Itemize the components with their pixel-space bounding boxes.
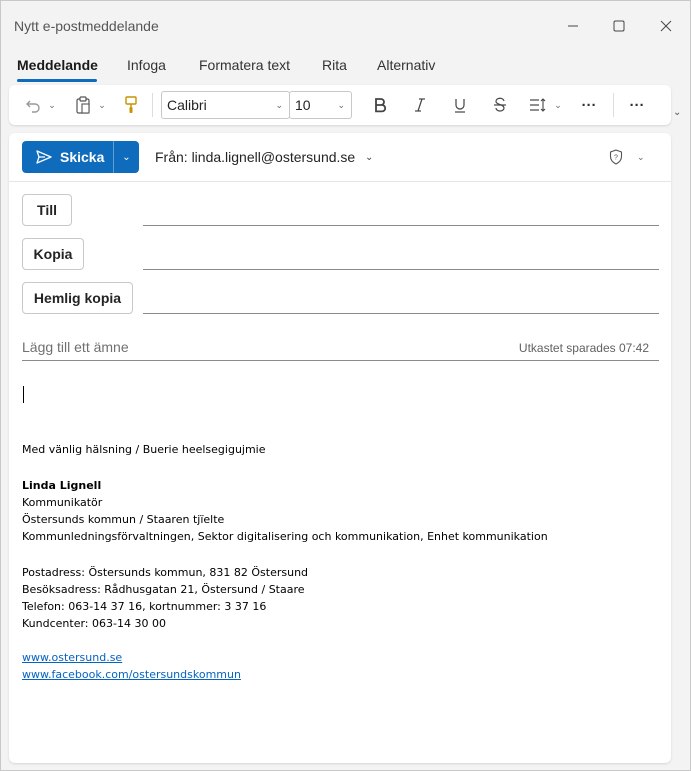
- paste-button[interactable]: [73, 93, 93, 117]
- tab-alternativ[interactable]: Alternativ: [377, 57, 436, 73]
- signature-customer-center: Kundcenter: 063-14 30 00: [22, 617, 166, 630]
- signature-visit: Besöksadress: Rådhusgatan 21, Östersund / Staare: [22, 583, 305, 596]
- subject-input[interactable]: Lägg till ett ämne: [22, 339, 129, 355]
- format-painter-button[interactable]: [121, 93, 141, 117]
- minimize-button[interactable]: [553, 11, 593, 41]
- undo-dropdown-chevron-icon[interactable]: ⌄: [48, 99, 56, 110]
- to-input[interactable]: [143, 225, 659, 226]
- maximize-icon: [613, 20, 625, 32]
- font-family-value: Calibri: [167, 97, 207, 113]
- underline-button[interactable]: [449, 93, 471, 117]
- signature-role: Kommunikatör: [22, 496, 103, 509]
- minimize-icon: [567, 20, 579, 32]
- text-cursor: [23, 386, 24, 403]
- clipboard-icon: [75, 96, 91, 114]
- window-title: Nytt e-postmeddelande: [14, 18, 159, 34]
- chevron-down-icon: ⌄: [337, 100, 345, 110]
- chevron-down-icon: ⌄: [122, 151, 131, 163]
- send-icon: [36, 150, 52, 164]
- header-divider: [9, 181, 671, 182]
- strikethrough-icon: [493, 97, 507, 113]
- subject-underline: [22, 360, 659, 361]
- signature-postal: Postadress: Östersunds kommun, 831 82 Östersund: [22, 566, 309, 579]
- font-size-value: 10: [295, 97, 311, 113]
- line-spacing-button[interactable]: [527, 93, 549, 117]
- font-family-select[interactable]: [161, 91, 290, 119]
- send-button-group: [22, 141, 139, 173]
- undo-icon: [25, 97, 41, 113]
- italic-button[interactable]: [409, 93, 431, 117]
- send-button-label: Skicka: [60, 149, 105, 165]
- chevron-down-icon: ⌄: [275, 100, 283, 110]
- bold-button[interactable]: [369, 93, 391, 117]
- ribbon-tabs: [1, 51, 690, 83]
- tab-rita[interactable]: Rita: [322, 57, 347, 73]
- strikethrough-button[interactable]: [489, 93, 511, 117]
- signature-phone: Telefon: 063-14 37 16, kortnummer: 3 37 16: [22, 600, 267, 613]
- cc-button[interactable]: Kopia: [22, 238, 84, 270]
- title-bar: [1, 1, 690, 49]
- bold-icon: [373, 97, 387, 113]
- ribbon-expand-chevron-icon[interactable]: ⌄: [673, 107, 682, 118]
- signature-greeting: Med vänlig hälsning / Buerie heelsegigujmie: [22, 443, 266, 456]
- tab-meddelande[interactable]: Meddelande: [17, 57, 98, 73]
- close-icon: [660, 20, 672, 32]
- toolbar-separator: [152, 93, 153, 117]
- from-chevron-down-icon[interactable]: ⌄: [365, 152, 374, 163]
- send-button[interactable]: [22, 141, 113, 173]
- paste-dropdown-chevron-icon[interactable]: ⌄: [98, 99, 106, 110]
- ribbon-toolbar: [9, 85, 671, 125]
- shield-icon: [609, 149, 623, 165]
- tab-infoga[interactable]: Infoga: [127, 57, 166, 73]
- send-options-button[interactable]: [113, 141, 139, 173]
- format-painter-icon: [124, 96, 138, 114]
- close-button[interactable]: [646, 11, 686, 41]
- toolbar-separator: [613, 93, 614, 117]
- line-spacing-icon: [529, 97, 547, 113]
- signature-name: Linda Lignell: [22, 479, 102, 492]
- sensitivity-button[interactable]: [609, 149, 623, 170]
- signature-department: Kommunledningsförvaltningen, Sektor digitalisering och kommunikation, Enhet kommunikation: [22, 530, 548, 543]
- bcc-button[interactable]: Hemlig kopia: [22, 282, 133, 314]
- signature-org: Östersunds kommun / Staaren tjïelte: [22, 513, 225, 526]
- active-tab-indicator: [17, 79, 97, 82]
- more-formatting-button[interactable]: ···: [581, 96, 597, 114]
- website-link[interactable]: www.ostersund.se: [22, 651, 123, 664]
- maximize-button[interactable]: [599, 11, 639, 41]
- overflow-menu-button[interactable]: ···: [629, 96, 645, 114]
- tab-formatera-text[interactable]: Formatera text: [199, 57, 291, 73]
- font-size-select[interactable]: [289, 91, 352, 119]
- svg-text:?: ?: [614, 154, 618, 162]
- bcc-input[interactable]: [143, 313, 659, 314]
- draft-saved-status: Utkastet sparades 07:42: [518, 341, 649, 355]
- underline-icon: [453, 97, 467, 113]
- line-spacing-chevron-icon[interactable]: ⌄: [554, 99, 562, 110]
- to-button[interactable]: Till: [22, 194, 72, 226]
- cc-input[interactable]: [143, 269, 659, 270]
- compose-area: [9, 133, 671, 763]
- italic-icon: [413, 97, 427, 113]
- facebook-link[interactable]: www.facebook.com/ostersundskommun: [22, 668, 241, 681]
- sensitivity-chevron-down-icon[interactable]: ⌄: [637, 152, 645, 162]
- undo-button[interactable]: [23, 93, 43, 117]
- from-account[interactable]: Från: linda.lignell@ostersund.se: [155, 149, 356, 165]
